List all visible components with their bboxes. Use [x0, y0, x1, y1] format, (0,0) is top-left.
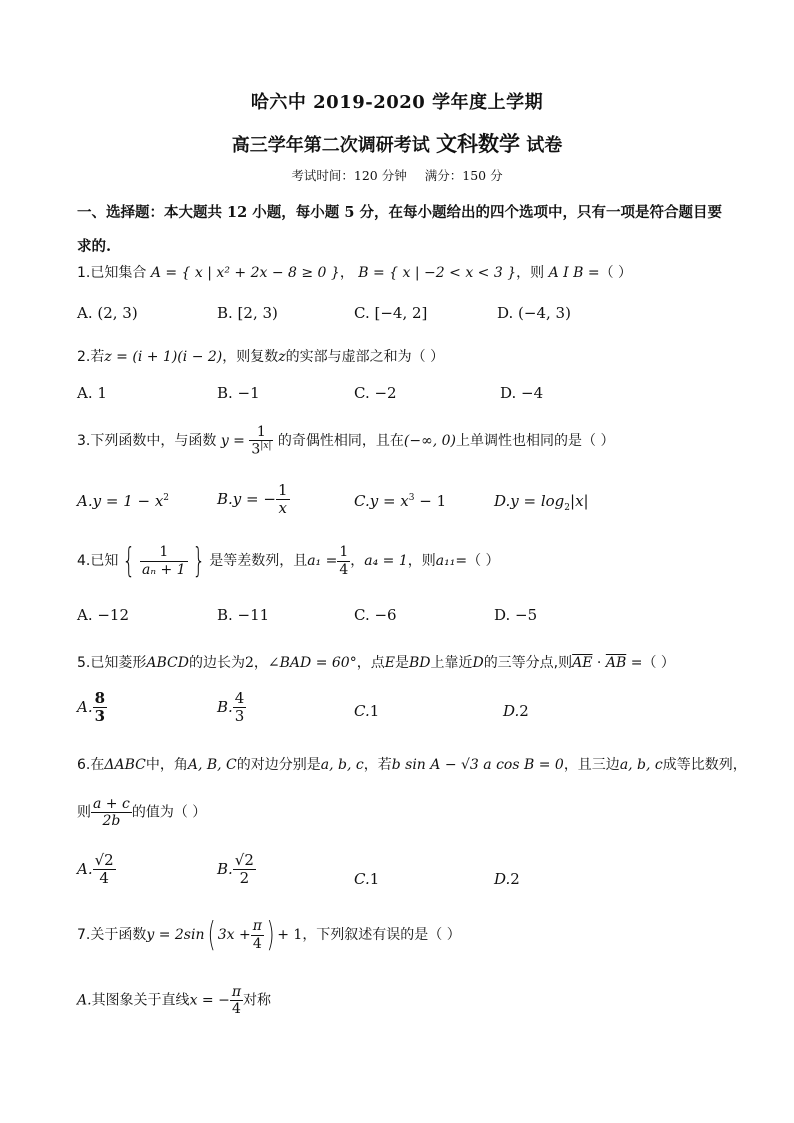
q6-number: 6.	[77, 757, 91, 773]
q4-a4: a₄ = 1	[364, 553, 408, 569]
q2-expr: z = (i + 1)(i − 2)	[104, 349, 223, 365]
q1-paren: （ ）	[599, 265, 633, 281]
q1-option-d: D. (−4, 3)	[497, 304, 571, 322]
question-3	[77, 424, 614, 458]
subtitle-pre: 高三学年第二次调研考试	[231, 135, 430, 156]
exam-title: 哈六中 2019-2020 学年度上学期	[250, 92, 544, 113]
q2-text-c: 的实部与虚部之和为（ ）	[285, 349, 445, 365]
q3-y: y =	[220, 432, 245, 449]
q5-option-c: C.1	[354, 702, 380, 720]
q5-option-d: D.2	[503, 702, 529, 720]
q4-text: 已知	[90, 553, 119, 569]
exam-time: 考试时间：120 分钟	[291, 168, 407, 183]
q2-option-d: D. −4	[500, 384, 544, 402]
q4-text-b: 是等差数列，且	[209, 553, 308, 569]
q1-set-a: A = { x | x² + 2x − 8 ≥ 0 }	[150, 265, 340, 281]
q3-text-b: 的奇偶性相同，且在	[277, 432, 404, 449]
q5-option-a: A. $\frac{8}{3}$	[77, 689, 106, 726]
q5-angle: ∠BAD = 60°	[267, 655, 357, 671]
q3-option-c: $C.y = x^3 - 1$	[354, 492, 447, 510]
q3-number: 3.	[77, 432, 91, 449]
q4-a1: a₁ =	[307, 553, 338, 569]
q1-text: 已知集合	[90, 265, 147, 281]
q2-option-a: A. 1	[77, 384, 107, 402]
q4-a11: a₁₁	[435, 553, 456, 569]
q7-number: 7.	[77, 927, 91, 943]
q1-number: 1.	[77, 265, 91, 281]
q4-option-d: D. −5	[494, 606, 538, 624]
q1-option-a: A. (2, 3)	[77, 304, 138, 322]
q4-option-a: A. −12	[77, 606, 130, 624]
question-2	[77, 346, 444, 366]
exam-score: 满分：150 分	[424, 168, 503, 183]
question-4: 4.已知 { $\frac{1}{\text{aₙ + 1}}$ } 是等差数列，且a₁ = $\frac{1}{4}$ ，a₄ = 1，则a₁₁=（ ）	[77, 541, 500, 581]
q6-option-b: B. $\frac{√2}{2}$	[217, 851, 254, 888]
q5-number: 5.	[77, 655, 91, 671]
q6-fraction: $\frac{a + c}{2b}$	[93, 796, 130, 830]
question-5: 5.已知菱形ABCD的边长为2，∠BAD = 60°，点E是BD上靠近D的三等分点,则$\overline{AE} \cdot \overline{AB}$ =（ ）	[77, 655, 675, 671]
q4-fraction: $\frac{1}{\text{aₙ + 1}}$	[142, 544, 186, 578]
q5-vector-ae: $\overline{AE}$	[572, 655, 593, 671]
q2-number: 2.	[77, 349, 91, 365]
q5-vector-ab: $\overline{AB}$	[605, 655, 627, 671]
q2-z: z	[278, 349, 286, 365]
subtitle-post: 试卷	[526, 135, 563, 156]
subtitle-subject: 文科数学	[436, 131, 520, 156]
q1-option-b: B. [2, 3)	[217, 304, 278, 322]
q6-condition: b sin A − √3 a cos B = 0	[391, 757, 564, 773]
q3-option-d: $D.y = \log_2|x|$	[494, 492, 589, 513]
q3-text: 下列函数中，与函数	[90, 432, 217, 449]
exam-subtitle	[0, 128, 794, 158]
q3-option-b: B.y = − $\frac{1}{x}$	[217, 481, 288, 518]
q1-sep: ，	[339, 265, 354, 281]
q3-option-a: $A.y = 1 - x^2$	[77, 492, 170, 510]
q4-option-c: C. −6	[354, 606, 397, 624]
exam-info	[0, 166, 794, 184]
q1-text-b: ，则	[516, 265, 545, 281]
q3-interval: (−∞, 0)	[403, 432, 456, 449]
q4-option-b: B. −11	[217, 606, 270, 624]
q1-set-b: B = { x | −2 < x < 3 }	[358, 265, 517, 281]
q6-option-a: A. $\frac{√2}{4}$	[77, 851, 114, 888]
question-7: 7.关于函数y = 2sin( 3x + $\frac{\pi}{4}$ ) + 1，下列叙述有误的是（ ）	[77, 915, 461, 955]
q1-option-c: C. [−4, 2]	[354, 304, 428, 322]
q7-expr: y = 2sin	[146, 927, 205, 943]
q3-text-c: 上单调性也相同的是（ ）	[456, 432, 615, 449]
q4-number: 4.	[77, 553, 91, 569]
q2-text: 若	[90, 349, 105, 365]
q3-fraction: $\frac{1}{3^{|x|}}$	[251, 424, 272, 458]
q2-option-c: C. −2	[354, 384, 397, 402]
question-1	[77, 262, 632, 282]
q6-option-c: C.1	[354, 870, 380, 888]
q2-text-b: ，则复数	[222, 349, 279, 365]
question-6: 6.在ΔABC中，角A, B, C的对边分别是a, b, c，若b sin A − √3 a cos B = 0，且三边a, b, c成等比数列，	[77, 757, 747, 773]
q1-expr: A I B =	[548, 265, 600, 281]
q5-option-b: B. $\frac{4}{3}$	[217, 689, 245, 726]
section-heading: 一、选择题：本大题共 12 小题，每小题 5 分，在每小题给出的四个选项中，只有一项是符合题目要求的.	[77, 204, 722, 255]
q7-option-a: A.其图象关于直线x = − $\frac{\pi}{4}$ 对称	[77, 984, 272, 1018]
q6-option-d: D.2	[494, 870, 520, 888]
question-6-line-2: 则 $\frac{a + c}{2b}$ 的值为（ ）	[77, 796, 207, 830]
q2-option-b: B. −1	[217, 384, 260, 402]
